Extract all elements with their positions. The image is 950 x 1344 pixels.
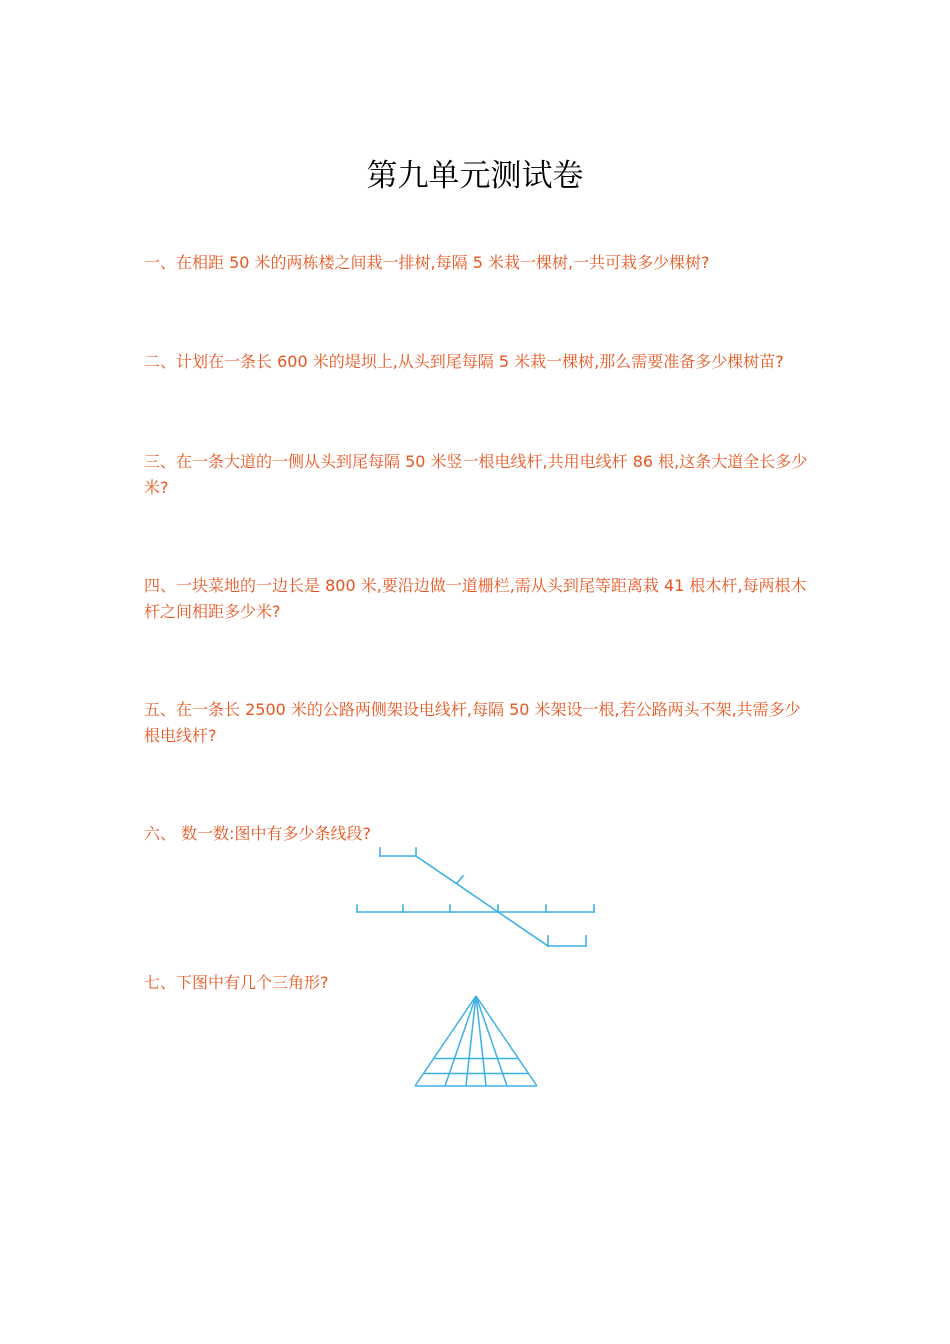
question-3: 三、在一条大道的一侧从头到尾每隔 50 米竖一根电线杆,共用电线杆 86 根,这条大道全长多少米? [144, 452, 808, 497]
segment-diagonal-tick [457, 876, 463, 883]
line-segments-figure [350, 840, 600, 950]
question-6: 六、 数一数:图中有多少条线段? [144, 824, 371, 843]
triangle-figure [405, 990, 545, 1090]
question-5: 五、在一条长 2500 米的公路两侧架设电线杆,每隔 50 米架设一根,若公路两头不架,共需多少根电线杆? [144, 700, 801, 745]
question-7: 七、下图中有几个三角形? [144, 973, 329, 992]
question-4: 四、一块菜地的一边长是 800 米,要沿边做一道栅栏,需从头到尾等距离栽 41 根木杆,每两根木杆之间相距多少米? [144, 576, 807, 621]
segment-diagonal [416, 856, 548, 946]
question-2: 二、计划在一条长 600 米的堤坝上,从头到尾每隔 5 米栽一棵树,那么需要准备多少棵树苗? [144, 352, 784, 371]
page-title: 第九单元测试卷 [366, 158, 584, 194]
question-1: 一、在相距 50 米的两栋楼之间栽一排树,每隔 5 米栽一棵树,一共可栽多少棵树? [144, 253, 710, 272]
